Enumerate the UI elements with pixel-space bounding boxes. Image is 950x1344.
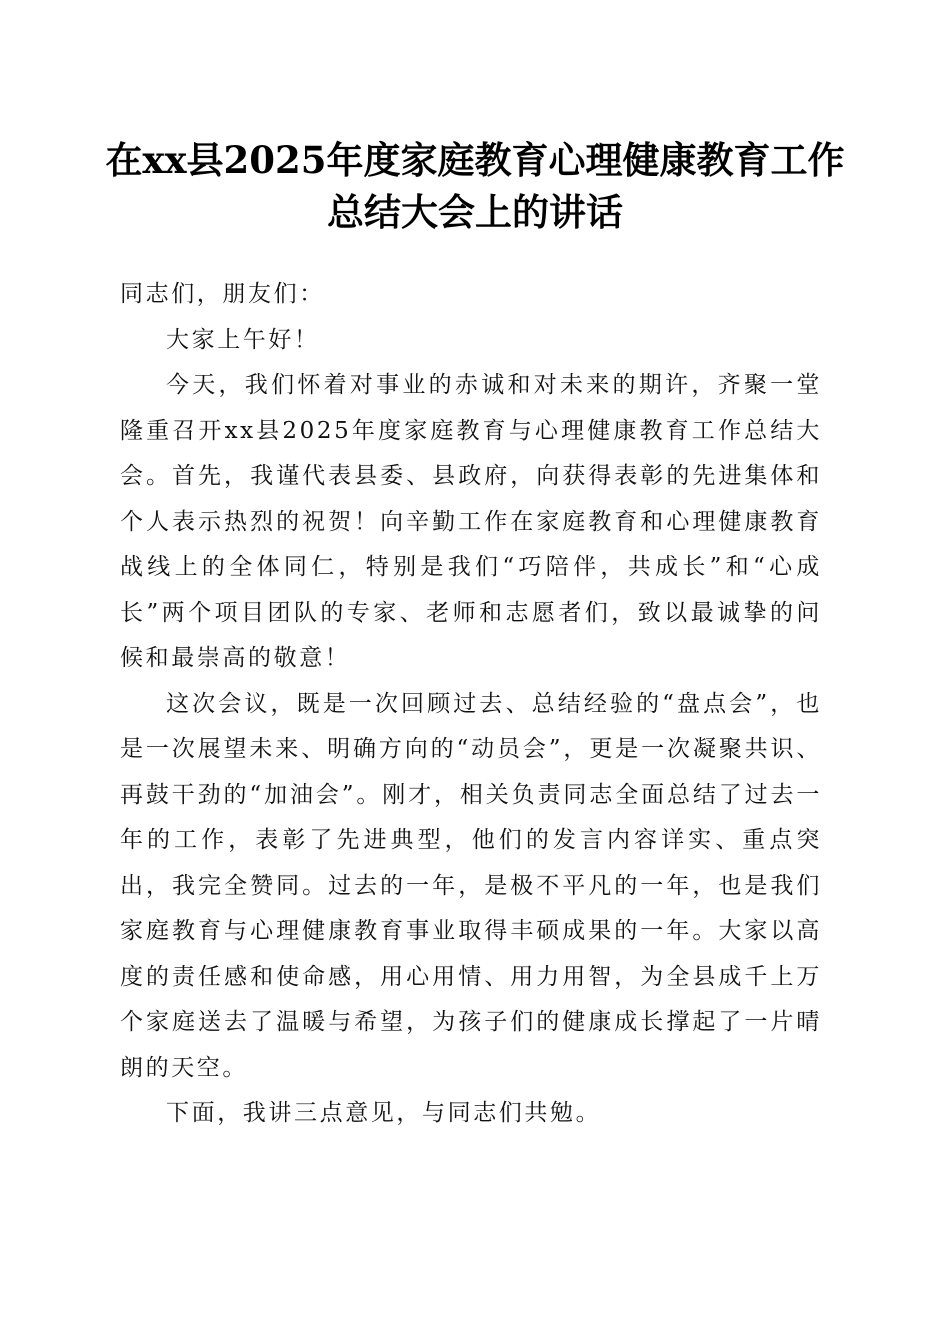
page-title — [100, 134, 850, 238]
paragraph-opening: 今天，我们怀着对事业的赤诚和对未来的期许，齐聚一堂隆重召开xx县2025年度家庭教育与心理健康教育工作总结大会。首先，我谨代表县委、县政府，向获得表彰的先进集体和个人表示热烈的祝贺！向辛勤工作在家庭教育和心理健康教育战线上的全体同仁，特别是我们“巧陪伴，共成长”和“心成长”两个项目团队的专家、老师和志愿者们，致以最诚挚的问候和最崇高的敬意！ — [120, 372, 822, 671]
title-line-1: 在xx县2025年度家庭教育心理健康教育工作 — [105, 138, 845, 182]
paragraph-meeting-significance: 这次会议，既是一次回顾过去、总结经验的“盘点会”，也是一次展望未来、明确方向的“动员会”，更是一次凝聚共识、再鼓干劲的“加油会”。刚才，相关负责同志全面总结了过去一年的工作，表彰了先进典型，他们的发言内容详实、重点突出，我完全赞同。过去的一年，是极不平凡的一年，也是我们家庭教育与心理健康教育事业取得丰硕成果的一年。大家以高度的责任感和使命感，用心用情、用力用智，为全县成千上万个家庭送去了温暖与希望，为孩子们的健康成长撑起了一片晴朗的天空。 — [120, 690, 822, 1081]
greeting: 大家上午好！ — [166, 326, 320, 353]
speech-body — [120, 272, 822, 1137]
paragraph-transition: 下面，我讲三点意见，与同志们共勉。 — [166, 1100, 602, 1126]
salutation: 同志们，朋友们： — [120, 281, 325, 307]
title-line-2: 总结大会上的讲话 — [327, 190, 623, 234]
